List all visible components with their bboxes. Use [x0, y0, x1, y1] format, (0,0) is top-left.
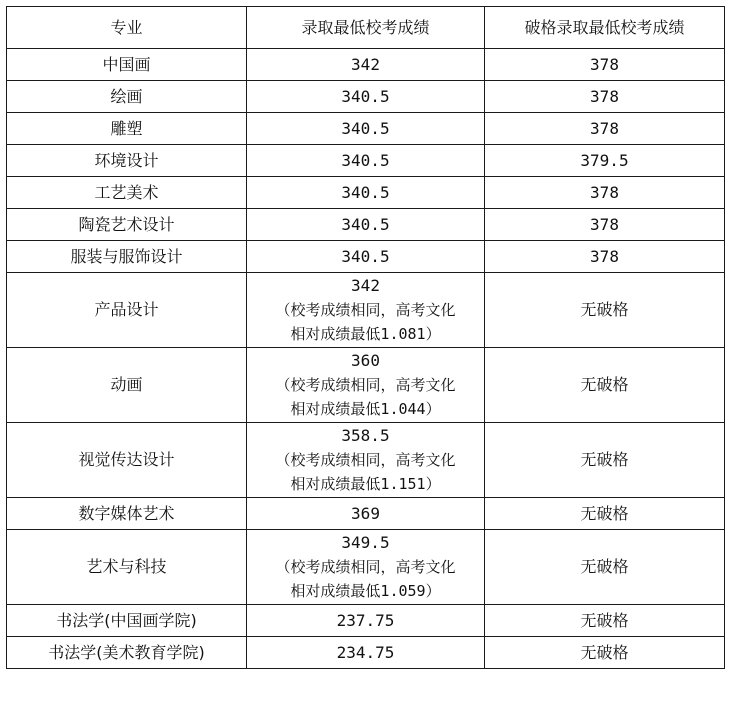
- exception-score-cell: 无破格: [485, 273, 725, 348]
- table-row: [7, 49, 725, 81]
- table-row: [7, 241, 725, 273]
- min-score-value: 342: [351, 276, 380, 295]
- major-cell: 雕塑: [7, 113, 247, 145]
- table-row: [7, 209, 725, 241]
- score-note-line: （校考成绩相同，高考文化: [275, 301, 456, 319]
- exception-score-cell: 无破格: [485, 605, 725, 637]
- min-score-cell: [247, 145, 485, 177]
- header-row: [7, 7, 725, 49]
- min-score-value: 340.5: [341, 182, 390, 202]
- table-row: [7, 498, 725, 530]
- table-row: [7, 348, 725, 423]
- score-note-line: （校考成绩相同，高考文化: [275, 376, 456, 394]
- score-note-line: 相对成绩最低1.081）: [290, 325, 441, 343]
- min-score-value: 237.75: [336, 610, 395, 630]
- major-cell: 中国画: [7, 49, 247, 81]
- min-score-value: 340.5: [341, 86, 390, 106]
- table-row: [7, 145, 725, 177]
- score-note-line: （校考成绩相同，高考文化: [275, 558, 456, 576]
- table-row: [7, 177, 725, 209]
- major-cell: 绘画: [7, 81, 247, 113]
- table-row: [7, 273, 725, 348]
- major-cell: 服装与服饰设计: [7, 241, 247, 273]
- min-score-cell: [247, 241, 485, 273]
- min-score-cell: [247, 637, 485, 669]
- min-score-value: 340.5: [341, 150, 390, 170]
- major-cell: 视觉传达设计: [7, 423, 247, 498]
- min-score-value: 340.5: [341, 118, 390, 138]
- min-score-value: 349.5: [341, 533, 390, 552]
- exception-score-cell: 无破格: [485, 530, 725, 605]
- table-row: [7, 637, 725, 669]
- major-cell: 数字媒体艺术: [7, 498, 247, 530]
- table-row: [7, 423, 725, 498]
- major-cell: 动画: [7, 348, 247, 423]
- exception-score-cell: 378: [485, 241, 725, 273]
- major-cell: 环境设计: [7, 145, 247, 177]
- major-cell: 陶瓷艺术设计: [7, 209, 247, 241]
- min-score-cell: [247, 423, 485, 498]
- min-score-value: 340.5: [341, 214, 390, 234]
- table-row: [7, 113, 725, 145]
- major-cell: 艺术与科技: [7, 530, 247, 605]
- exception-score-cell: 无破格: [485, 423, 725, 498]
- table-row: [7, 605, 725, 637]
- min-score-value: 369: [351, 503, 380, 523]
- exception-score-cell: 378: [485, 209, 725, 241]
- min-score-cell: [247, 113, 485, 145]
- min-score-cell: [247, 530, 485, 605]
- header-min-score: 录取最低校考成绩: [247, 7, 485, 49]
- exception-score-cell: 无破格: [485, 637, 725, 669]
- table-row: [7, 530, 725, 605]
- score-note-line: 相对成绩最低1.059）: [290, 582, 441, 600]
- header-major: 专业: [7, 7, 247, 49]
- exception-score-cell: 无破格: [485, 498, 725, 530]
- major-cell: 书法学(中国画学院): [7, 605, 247, 637]
- min-score-cell: [247, 348, 485, 423]
- score-note-line: 相对成绩最低1.151）: [290, 475, 441, 493]
- min-score-cell: [247, 177, 485, 209]
- min-score-cell: [247, 498, 485, 530]
- min-score-cell: [247, 273, 485, 348]
- major-cell: 产品设计: [7, 273, 247, 348]
- major-cell: 工艺美术: [7, 177, 247, 209]
- min-score-value: 340.5: [341, 246, 390, 266]
- min-score-cell: [247, 605, 485, 637]
- min-score-cell: [247, 81, 485, 113]
- major-cell: 书法学(美术教育学院): [7, 637, 247, 669]
- exception-score-cell: 378: [485, 49, 725, 81]
- min-score-value: 360: [351, 351, 380, 370]
- exception-score-cell: 378: [485, 113, 725, 145]
- score-note-line: 相对成绩最低1.044）: [290, 400, 441, 418]
- exception-score-cell: 无破格: [485, 348, 725, 423]
- exception-score-cell: 378: [485, 81, 725, 113]
- table-row: [7, 81, 725, 113]
- header-exception-score: 破格录取最低校考成绩: [485, 7, 725, 49]
- min-score-value: 358.5: [341, 426, 390, 445]
- min-score-value: 234.75: [336, 642, 395, 662]
- min-score-cell: [247, 209, 485, 241]
- min-score-value: 342: [351, 54, 380, 74]
- score-note-line: （校考成绩相同，高考文化: [275, 451, 456, 469]
- exception-score-cell: 378: [485, 177, 725, 209]
- admission-score-table: [6, 6, 725, 669]
- exception-score-cell: 379.5: [485, 145, 725, 177]
- min-score-cell: [247, 49, 485, 81]
